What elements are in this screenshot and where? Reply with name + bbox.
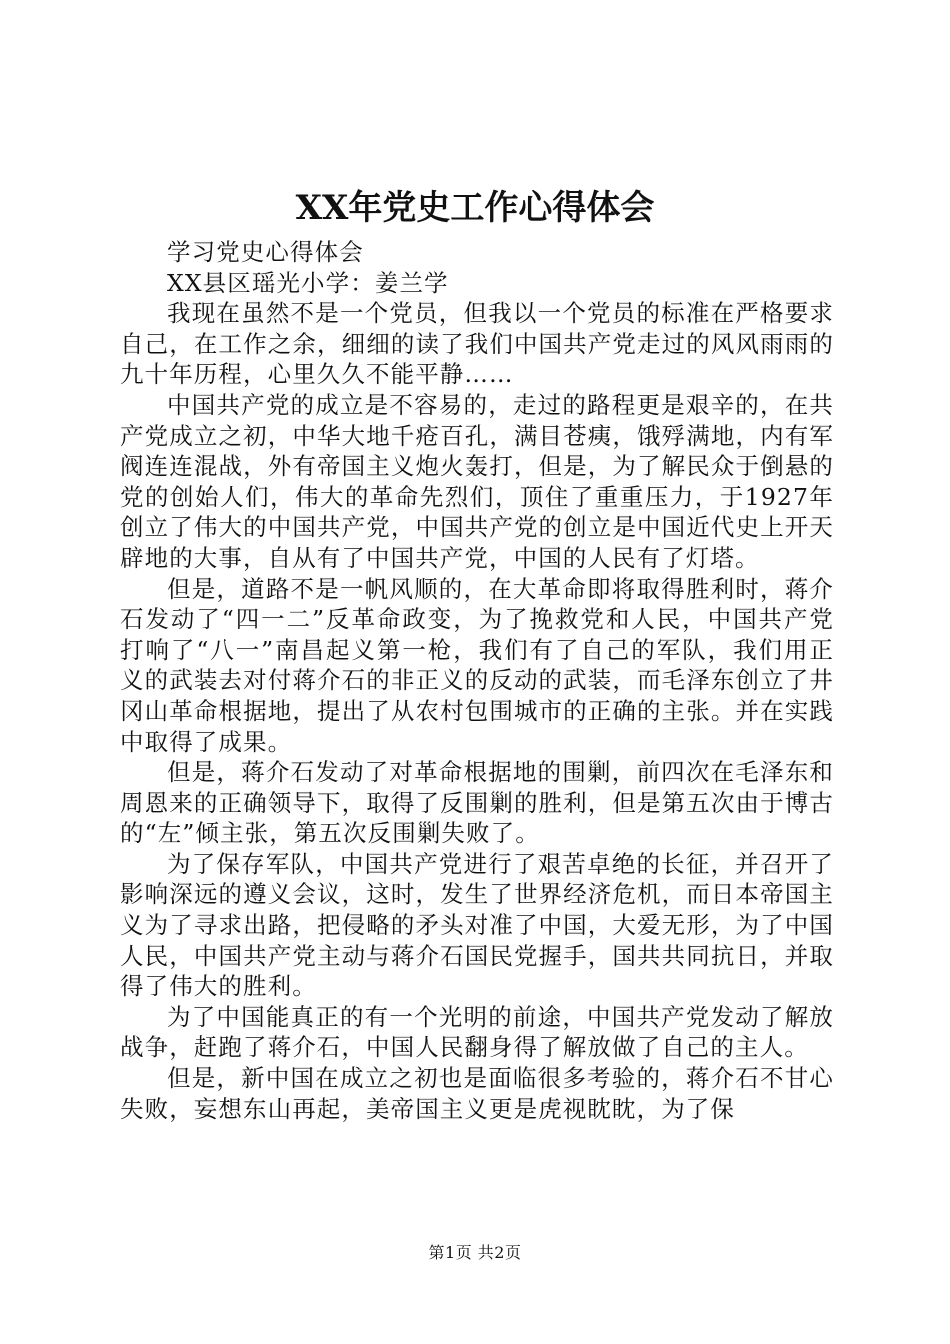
body-paragraph: 但是，蒋介石发动了对革命根据地的围剿，前四次在毛泽东和周恩来的正确领导下，取得了反围剿的胜利，但是第五次由于博古的“左”倾主张，第五次反围剿失败了。 [120, 758, 834, 848]
body-paragraph: 但是，新中国在成立之初也是面临很多考验的，蒋介石不甘心失败，妄想东山再起，美帝国主义更是虎视眈眈，为了保 [120, 1064, 834, 1123]
body-paragraph: 为了保存军队，中国共产党进行了艰苦卓绝的长征，并召开了影响深远的遵义会议，这时，发生了世界经济危机，而日本帝国主义为了寻求出路，把侵略的矛头对准了中国，大爱无形，为了中国人民，中国共产党主动与蒋介石国民党握手，国共共同抗日，并取得了伟大的胜利。 [120, 849, 834, 1001]
body-paragraph: 但是，道路不是一帆风顺的，在大革命即将取得胜利时，蒋介石发动了“四一二”反革命政变，为了挽救党和人民，中国共产党打响了“八一”南昌起义第一枪，我们有了自己的军队，我们用正义的武装去对付蒋介石的非正义的反动的武装，而毛泽东创立了井冈山革命根据地，提出了从农村包围城市的正确的主张。并在实践中取得了成果。 [120, 574, 834, 756]
body-paragraph: 我现在虽然不是一个党员，但我以一个党员的标准在严格要求自己，在工作之余，细细的读了我们中国共产党走过的风风雨雨的九十年历程，心里久久不能平静…… [120, 299, 834, 389]
body-paragraph: 为了中国能真正的有一个光明的前途，中国共产党发动了解放战争，赶跑了蒋介石，中国人民翻身得了解放做了自己的主人。 [120, 1002, 834, 1062]
body-paragraph: 中国共产党的成立是不容易的，走过的路程更是艰辛的，在共产党成立之初，中华大地千疮百孔，满目苍痍，饿殍满地，内有军阀连连混战，外有帝国主义炮火轰打，但是，为了解民众于倒悬的党的创始人们，伟大的革命先烈们，顶住了重重压力，于1927年创立了伟大的中国共产党，中国共产党的创立是中国近代史上开天辟地的大事，自从有了中国共产党，中国的人民有了灯塔。 [120, 390, 834, 572]
subtitle-paragraph: 学习党史心得体会 [167, 238, 364, 266]
document-body [120, 237, 834, 1124]
author-paragraph: XX县区瑶光小学：姜兰学 [167, 268, 449, 297]
page-footer: 第1页 共2页 [428, 1243, 522, 1262]
document-title: XX年党史工作心得体会 [295, 188, 655, 228]
